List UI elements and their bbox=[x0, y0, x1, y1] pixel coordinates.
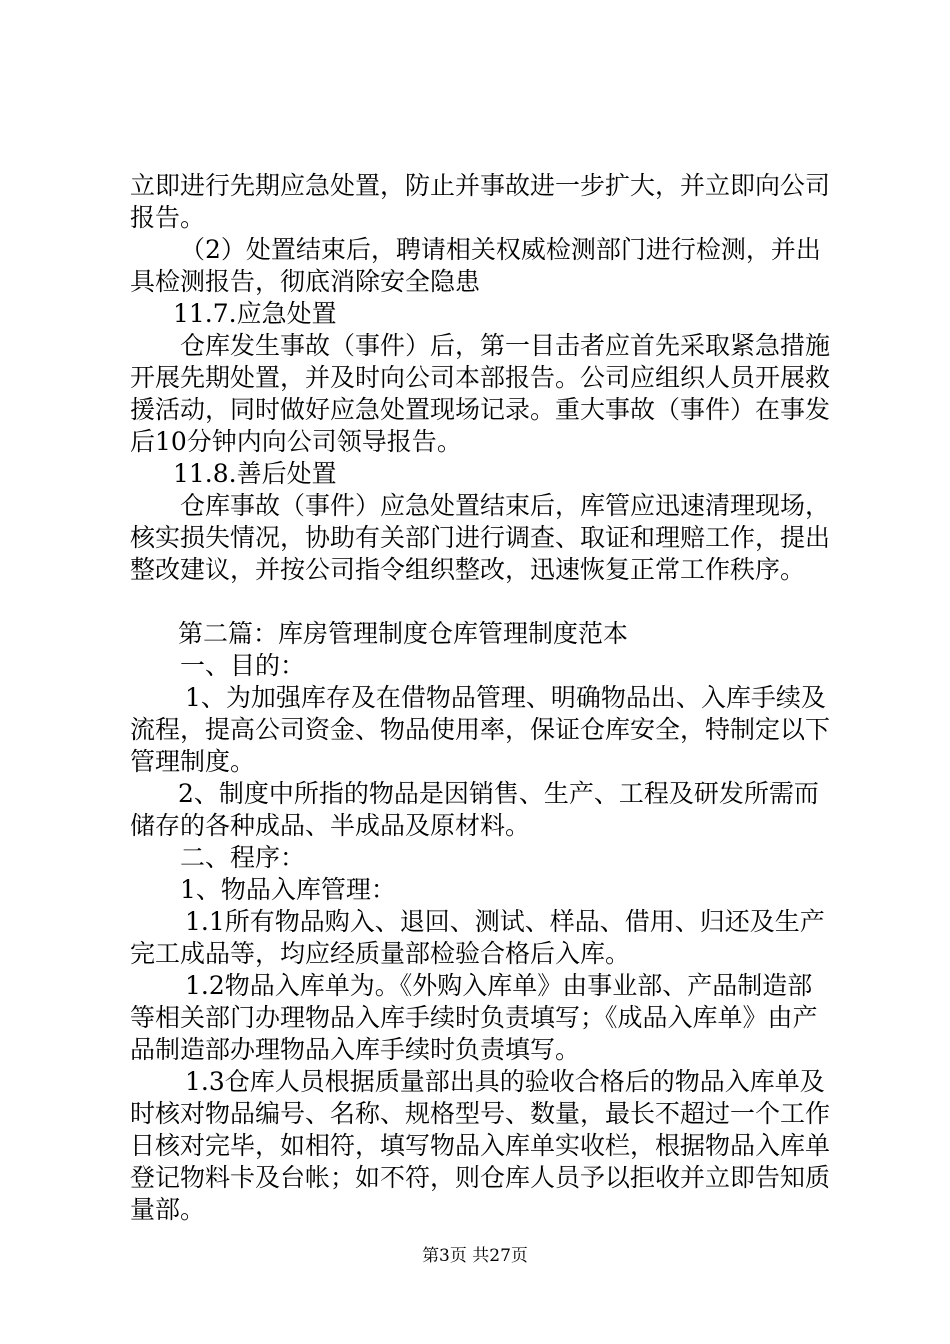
section-heading: 二、程序： bbox=[180, 843, 306, 872]
chapter-title: 第二篇：库房管理制度仓库管理制度范本 bbox=[178, 619, 629, 648]
section-heading: 11.8.善后处置 bbox=[173, 459, 337, 488]
document-body bbox=[130, 170, 830, 1226]
paragraph: 1.2物品入库单为。《外购入库单》由事业部、产品制造部等相关部门办理物品入库手续时负责填写；《成品入库单》由产品制造部办理物品入库手续时负责填写。 bbox=[130, 971, 818, 1064]
paragraph: （2）处置结束后，聘请相关权威检测部门进行检测，并出具检测报告，彻底消除安全隐患 bbox=[130, 235, 821, 296]
section-heading: 11.7.应急处置 bbox=[173, 299, 337, 328]
section-heading: 一、目的： bbox=[180, 651, 306, 680]
paragraph: 1、为加强库存及在借物品管理、明确物品出、入库手续及流程，提高公司资金、物品使用率，保证仓库安全，特制定以下管理制度。 bbox=[130, 683, 831, 776]
page-footer: 第3页 共27页 bbox=[422, 1246, 528, 1266]
paragraph: 1.1所有物品购入、退回、测试、样品、借用、归还及生产完工成品等，均应经质量部检验合格后入库。 bbox=[130, 907, 825, 968]
section-heading: 1、物品入库管理： bbox=[180, 875, 396, 904]
paragraph: 仓库发生事故（事件）后，第一目击者应首先采取紧急措施开展先期处置，并及时向公司本部报告。公司应组织人员开展救援活动，同时做好应急处置现场记录。重大事故（事件）在事发后10分钟内向公司领导报告。 bbox=[130, 331, 831, 456]
paragraph: 仓库事故（事件）应急处置结束后，库管应迅速清理现场，核实损失情况，协助有关部门进行调查、取证和理赔工作，提出整改建议，并按公司指令组织整改，迅速恢复正常工作秩序。 bbox=[130, 491, 831, 584]
paragraph: 1.3仓库人员根据质量部出具的验收合格后的物品入库单及时核对物品编号、名称、规格型号、数量，最长不超过一个工作日核对完毕，如相符，填写物品入库单实收栏，根据物品入库单登记物料卡及台帐；如不符，则仓库人员予以拒收并立即告知质量部。 bbox=[130, 1067, 831, 1224]
paragraph: 立即进行先期应急处置，防止并事故进一步扩大，并立即向公司报告。 bbox=[130, 171, 831, 232]
paragraph: 2、制度中所指的物品是因销售、生产、工程及研发所需而储存的各种成品、半成品及原材料。 bbox=[130, 779, 819, 840]
